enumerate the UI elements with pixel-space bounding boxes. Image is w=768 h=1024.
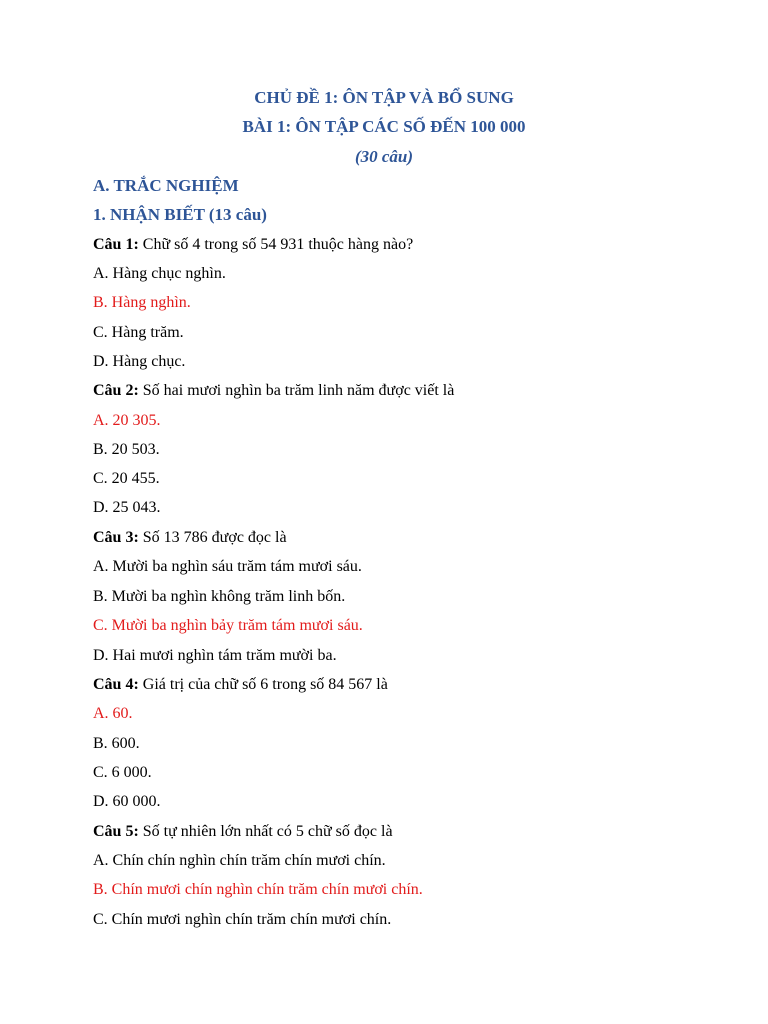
q2-option-a-correct: A. 20 305.	[93, 412, 161, 429]
q2-option-c: C. 20 455.	[93, 470, 160, 487]
question-text: Số 13 786 được đọc là	[142, 529, 287, 546]
question-label: Câu 4:	[93, 676, 139, 693]
q5-option-a: A. Chín chín nghìn chín trăm chín mươi chín.	[93, 852, 386, 869]
q2-option-d: D. 25 043.	[93, 499, 161, 516]
question-1	[93, 235, 413, 255]
question-text: Giá trị của chữ số 6 trong số 84 567 là	[142, 676, 388, 693]
q2-option-b: B. 20 503.	[93, 441, 160, 458]
question-text: Số tự nhiên lớn nhất có 5 chữ số đọc là	[142, 823, 393, 840]
section-title: A. TRẮC NGHIỆM	[93, 176, 239, 195]
q1-option-b-correct: B. Hàng nghìn.	[93, 294, 191, 311]
lesson-title: BÀI 1: ÔN TẬP CÁC SỐ ĐẾN 100 000	[242, 117, 526, 136]
question-5	[93, 822, 393, 842]
q1-option-a: A. Hàng chục nghìn.	[93, 265, 226, 282]
q4-option-b: B. 600.	[93, 735, 140, 752]
q4-option-d: D. 60 000.	[93, 793, 161, 810]
level-title: 1. NHẬN BIẾT (13 câu)	[93, 205, 267, 224]
question-label: Câu 1:	[93, 236, 139, 253]
question-text: Chữ số 4 trong số 54 931 thuộc hàng nào?	[142, 236, 414, 253]
question-label: Câu 2:	[93, 382, 139, 399]
question-3	[93, 528, 287, 548]
q5-option-b-correct: B. Chín mươi chín nghìn chín trăm chín mươi chín.	[93, 881, 423, 898]
q1-option-d: D. Hàng chục.	[93, 353, 186, 370]
question-count: (30 câu)	[354, 147, 414, 166]
q5-option-c: C. Chín mươi nghìn chín trăm chín mươi chín.	[93, 911, 392, 928]
q3-option-b: B. Mười ba nghìn không trăm linh bốn.	[93, 588, 346, 605]
question-2	[93, 381, 454, 401]
question-label: Câu 3:	[93, 529, 139, 546]
topic-title: CHỦ ĐỀ 1: ÔN TẬP VÀ BỔ SUNG	[254, 88, 514, 107]
q4-option-a-correct: A. 60.	[93, 705, 133, 722]
q3-option-a: A. Mười ba nghìn sáu trăm tám mươi sáu.	[93, 558, 362, 575]
question-4	[93, 675, 388, 695]
q3-option-c-correct: C. Mười ba nghìn bảy trăm tám mươi sáu.	[93, 617, 363, 634]
q3-option-d: D. Hai mươi nghìn tám trăm mười ba.	[93, 647, 337, 664]
question-label: Câu 5:	[93, 823, 139, 840]
q1-option-c: C. Hàng trăm.	[93, 324, 184, 341]
question-text: Số hai mươi nghìn ba trăm linh năm được viết là	[142, 382, 455, 399]
q4-option-c: C. 6 000.	[93, 764, 152, 781]
